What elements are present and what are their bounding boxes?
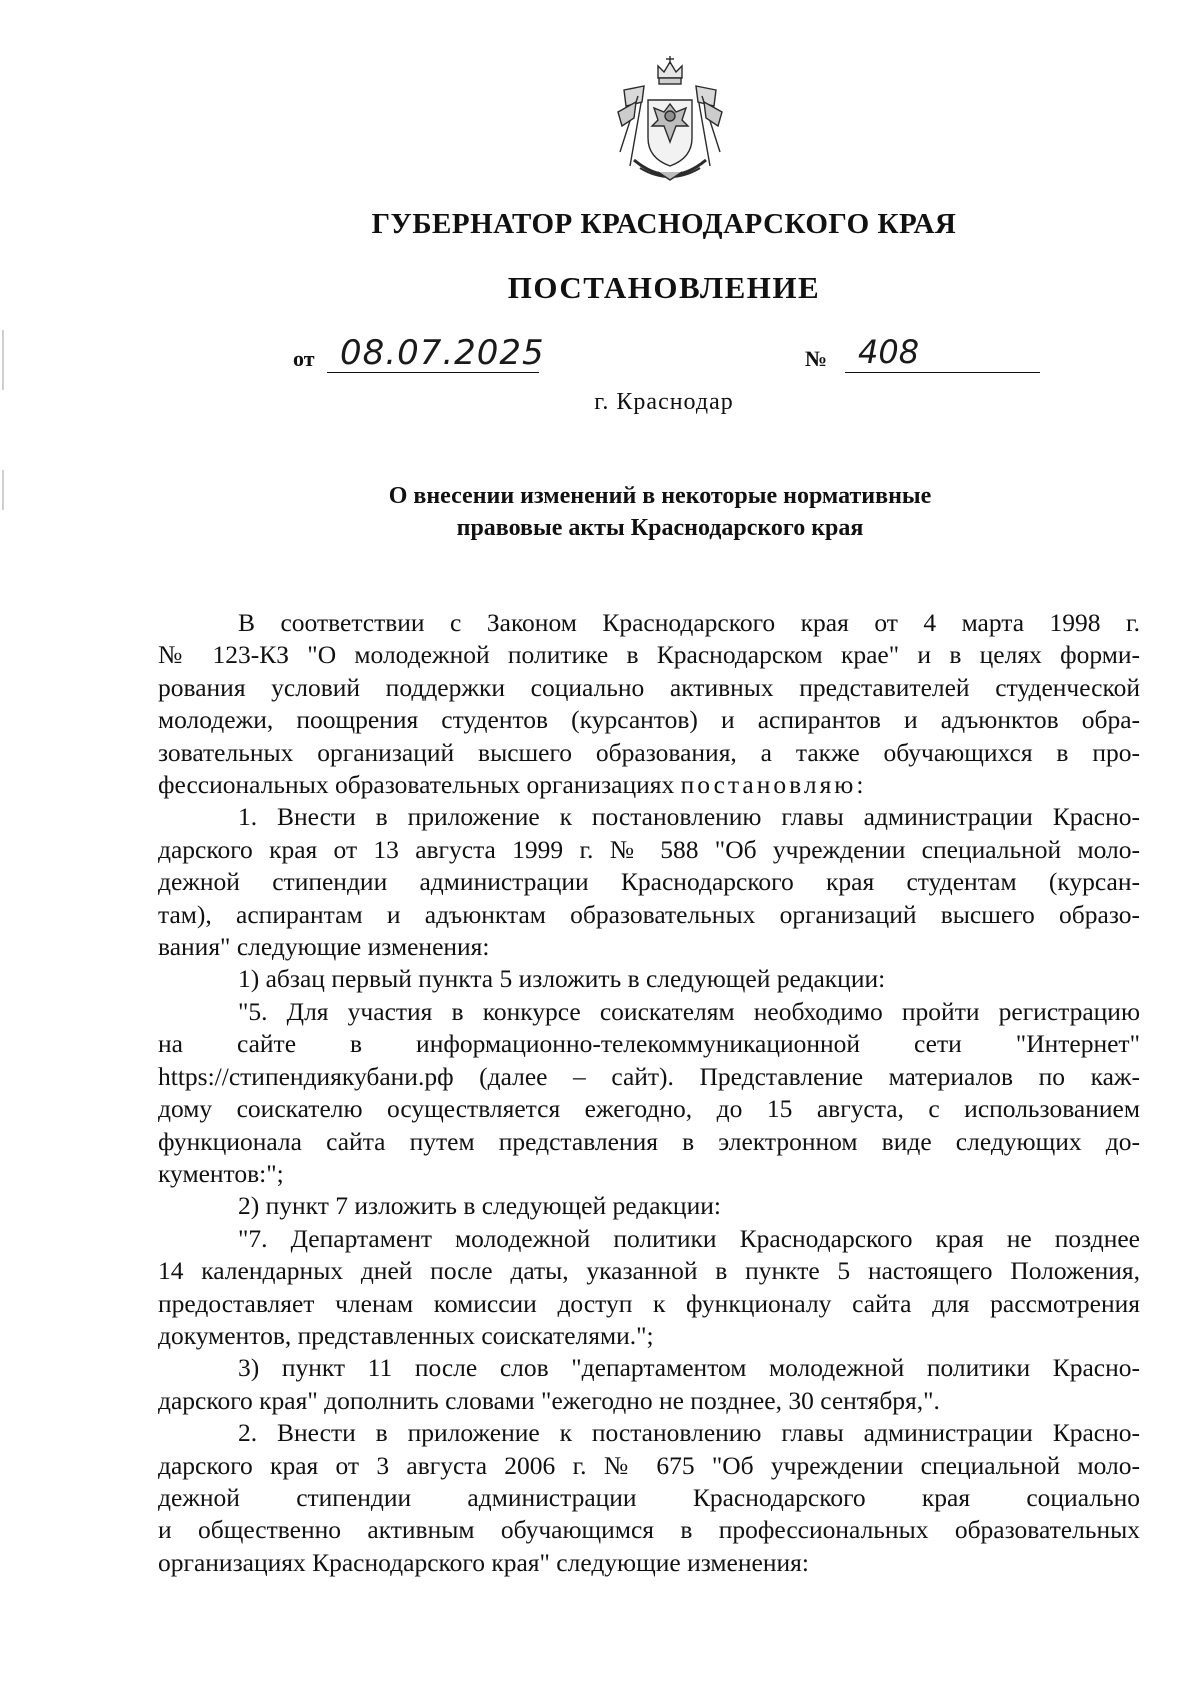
title-line: правовые акты Краснодарского края xyxy=(456,515,864,541)
body-line: рования условий поддержки социально активных представителей студенческой xyxy=(158,672,1140,702)
document-title xyxy=(300,480,1020,544)
body-line: дому соискателю осуществляется ежегодно, до 15 августа, с использованием xyxy=(158,1094,1140,1124)
body-line xyxy=(158,769,1140,801)
handwritten-number: 408 xyxy=(858,333,920,371)
decree-keyword: постановляю: xyxy=(680,770,867,800)
body-line: дарского края от 13 августа 1999 г. № 588 "Об учреждении специальной моло- xyxy=(158,834,1140,864)
body-line: и общественно активным обучающимся в профессиональных образовательных xyxy=(158,1515,1140,1545)
body-line: № 123-КЗ "О молодежной политике в Краснодарском крае" и в целях форми- xyxy=(158,640,1140,670)
issuing-authority: ГУБЕРНАТОР КРАСНОДАРСКОГО КРАЯ xyxy=(371,208,957,240)
body-line: организациях Краснодарского края" следующие изменения: xyxy=(158,1547,809,1577)
date-label: от xyxy=(293,346,315,371)
issue-city: г. Краснодар xyxy=(594,389,734,415)
body-line: "7. Департамент молодежной политики Краснодарского края не позднее xyxy=(238,1223,1140,1253)
body-line: вания" следующие изменения: xyxy=(158,932,490,962)
document-type: ПОСТАНОВЛЕНИЕ xyxy=(507,270,821,305)
body-line-text: фессиональных образовательных организациях xyxy=(158,770,681,800)
scan-edge-mark xyxy=(2,470,4,510)
body-line: дарского края от 3 августа 2006 г. № 675 "Об учреждении специальной моло- xyxy=(158,1450,1140,1480)
document-body xyxy=(158,607,1140,1579)
body-line: дежной стипендии администрации Краснодарского края социально xyxy=(158,1482,1140,1512)
body-line: документов, представленных соискателями."; xyxy=(158,1320,654,1350)
body-line: 2. Внести в приложение к постановлению главы администрации Красно- xyxy=(238,1418,1140,1448)
body-line: 2) пункт 7 изложить в следующей редакции: xyxy=(238,1191,721,1221)
number-underline xyxy=(845,372,1040,373)
body-line: предоставляет членам комиссии доступ к функционалу сайта для рассмотрения xyxy=(158,1288,1140,1318)
body-line: https://стипендиякубани.рф (далее – сайт). Представление материалов по каж- xyxy=(158,1061,1140,1091)
body-line: зовательных организаций высшего образования, а также обучающихся в про- xyxy=(158,737,1140,767)
body-line: кументов:"; xyxy=(158,1158,284,1188)
body-line: дарского края" дополнить словами "ежегодно не позднее, 30 сентября,". xyxy=(158,1385,940,1415)
title-line: О внесении изменений в некоторые нормативные xyxy=(388,483,932,509)
body-line: В соответствии с Законом Краснодарского края от 4 марта 1998 г. xyxy=(238,608,1140,637)
scan-edge-mark xyxy=(2,330,4,390)
number-label: № xyxy=(805,346,828,371)
body-line: 3) пункт 11 после слов "департаментом молодежной политики Красно- xyxy=(238,1353,1140,1383)
body-line: дежной стипендии администрации Краснодарского края студентам (курсан- xyxy=(158,867,1140,897)
body-line: 1. Внести в приложение к постановлению главы администрации Красно- xyxy=(238,802,1140,832)
body-line: молодежи, поощрения студентов (курсантов) и аспирантов и адъюнктов обра- xyxy=(158,705,1140,735)
date-underline xyxy=(327,372,539,373)
body-line: там), аспирантам и адъюнктам образовательных организаций высшего образо- xyxy=(158,899,1140,929)
body-line: функционала сайта путем представления в электронном виде следующих до- xyxy=(158,1126,1140,1156)
body-line: 1) абзац первый пункта 5 изложить в следующей редакции: xyxy=(238,964,886,994)
body-line: 14 календарных дней после даты, указанной в пункте 5 настоящего Положения, xyxy=(158,1256,1140,1286)
body-line: "5. Для участия в конкурсе соискателям необходимо пройти регистрацию xyxy=(238,996,1140,1026)
handwritten-date: 08.07.2025 xyxy=(340,333,545,373)
body-line: на сайте в информационно-телекоммуникационной сети "Интернет" xyxy=(158,1029,1140,1059)
coat-of-arms-icon xyxy=(614,56,726,190)
